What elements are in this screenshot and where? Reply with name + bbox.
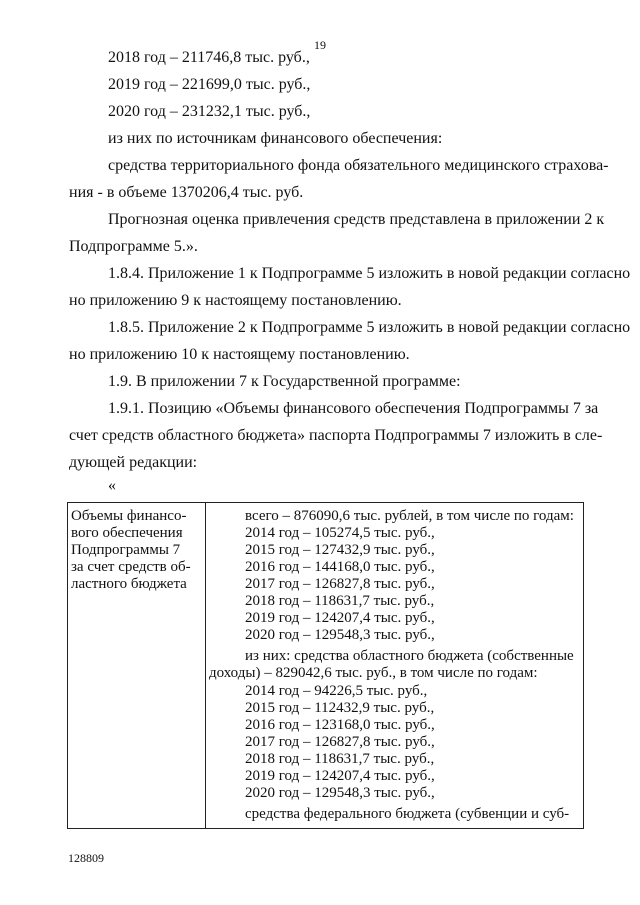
item-1-8-4-line1: 1.8.4. Приложение 1 к Подпрограмме 5 изложить в новой редакции согласно xyxy=(108,265,631,282)
table-left-line: ластного бюджета xyxy=(71,576,187,592)
page-number: 19 xyxy=(314,38,326,52)
table-column-divider xyxy=(205,502,206,829)
fund-paragraph-line1: средства территориального фонда обязательного медицинского страхова- xyxy=(108,157,609,174)
table-right-line: 2019 год – 124207,4 тыс. руб., xyxy=(245,610,435,626)
item-1-8-5-line1: 1.8.5. Приложение 2 к Подпрограмме 5 изложить в новой редакции согласно xyxy=(108,319,631,336)
table-right-line: 2020 год – 129548,3 тыс. руб., xyxy=(245,627,435,643)
item-1-9-1-line2: счет средств областного бюджета» паспорта Подпрограммы 7 изложить в сле- xyxy=(69,427,603,444)
table-left-line: за счет средств об- xyxy=(71,559,191,575)
table-right-line: 2020 год – 129548,3 тыс. руб., xyxy=(245,785,435,801)
table-right-line: 2015 год – 127432,9 тыс. руб., xyxy=(245,542,435,558)
table-right-line: из них: средства областного бюджета (собственные xyxy=(245,648,574,664)
item-1-9-1-line1: 1.9.1. Позицию «Объемы финансового обеспечения Подпрограммы 7 за xyxy=(108,400,599,417)
table-left-line: Подпрограммы 7 xyxy=(71,542,181,558)
table-left-line: Объемы финансо- xyxy=(71,508,187,524)
year-line-2020: 2020 год – 231232,1 тыс. руб., xyxy=(108,103,311,120)
table-right-line: 2016 год – 123168,0 тыс. руб., xyxy=(245,717,435,733)
item-1-8-4-line2: но приложению 9 к настоящему постановлению. xyxy=(69,292,402,309)
year-line-2019: 2019 год – 221699,0 тыс. руб., xyxy=(108,76,311,93)
table-right-line: 2017 год – 126827,8 тыс. руб., xyxy=(245,734,435,750)
table-right-line: всего – 876090,6 тыс. рублей, в том числе по годам: xyxy=(245,508,574,524)
table-right-line: 2019 год – 124207,4 тыс. руб., xyxy=(245,768,435,784)
open-quote: « xyxy=(108,477,116,494)
forecast-paragraph-line2: Подпрограмме 5.». xyxy=(69,238,198,255)
table-right-line: 2014 год – 94226,5 тыс. руб., xyxy=(245,683,428,699)
item-1-8-5-line2: но приложению 10 к настоящему постановлению. xyxy=(69,346,410,363)
table-right-line: 2015 год – 112432,9 тыс. руб., xyxy=(245,700,435,716)
table-right-line: средства федерального бюджета (субвенции и суб- xyxy=(245,806,570,822)
table-right-line: 2017 год – 126827,8 тыс. руб., xyxy=(245,576,435,592)
footer-code: 128809 xyxy=(68,851,104,865)
sources-intro: из них по источникам финансового обеспечения: xyxy=(108,130,443,147)
fund-paragraph-line2: ния - в объеме 1370206,4 тыс. руб. xyxy=(69,184,304,201)
forecast-paragraph-line1: Прогнозная оценка привлечения средств представлена в приложении 2 к xyxy=(108,211,605,228)
year-line-2018: 2018 год – 211746,8 тыс. руб., xyxy=(108,49,310,66)
item-1-9: 1.9. В приложении 7 к Государственной программе: xyxy=(108,373,461,390)
table-right-line: 2016 год – 144168,0 тыс. руб., xyxy=(245,559,435,575)
table-left-line: вого обеспечения xyxy=(71,525,183,541)
table-bottom-border xyxy=(67,828,584,829)
table-right-line: 2018 год – 118631,7 тыс. руб., xyxy=(245,751,435,767)
table-right-line: 2014 год – 105274,5 тыс. руб., xyxy=(245,525,435,541)
item-1-9-1-line3: дующей редакции: xyxy=(69,454,198,471)
table-right-line: 2018 год – 118631,7 тыс. руб., xyxy=(245,593,435,609)
table-right-line: доходы) – 829042,6 тыс. руб., в том числе по годам: xyxy=(209,665,538,681)
